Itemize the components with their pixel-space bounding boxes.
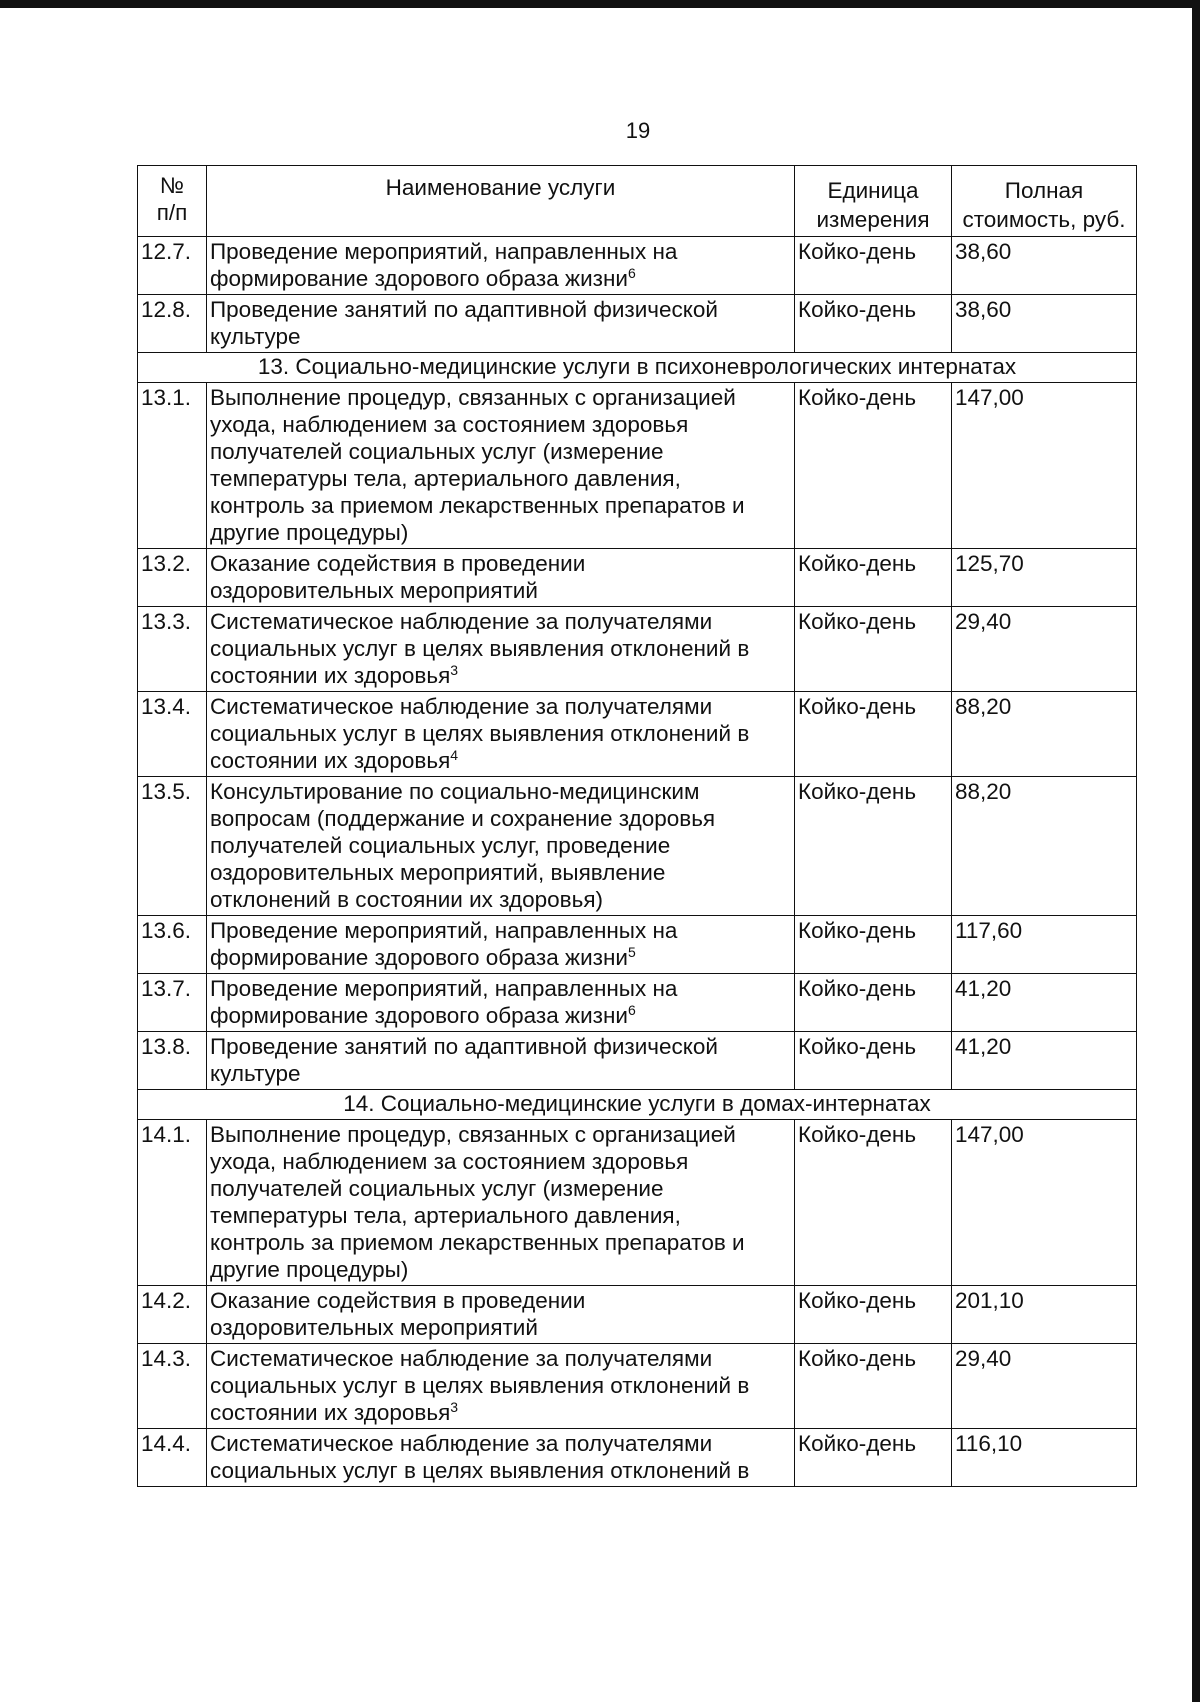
header-number-line-2: п/п [156,200,188,225]
service-name-line [210,1372,791,1399]
full-cost: 29,40 [952,607,1137,692]
unit-of-measure: Койко-день [795,295,952,353]
service-name-text: состоянии их здоровья [210,1400,451,1425]
service-name-line [210,438,791,465]
service-name-text: социальных услуг в целях выявления отклонений в [210,721,750,746]
service-name-line [210,805,791,832]
service-name-line [210,662,791,689]
footnote-marker: 4 [450,747,459,763]
service-name-text: формирование здорового образа жизни [210,1003,628,1028]
row-number: 12.8. [138,295,207,353]
service-name-line [210,693,791,720]
full-cost: 38,60 [952,237,1137,295]
table-row [138,295,1137,353]
service-name [207,607,795,692]
service-name-text: Систематическое наблюдение за получателями [210,1431,713,1456]
service-name-line [210,747,791,774]
table-row [138,777,1137,916]
service-name-line [210,720,791,747]
table-row [138,974,1137,1032]
header-number-line-1: № [159,173,185,198]
row-number: 13.3. [138,607,207,692]
service-name-line [210,296,791,323]
service-name-text: социальных услуг в целях выявления отклонений в [210,1458,750,1483]
row-number: 13.8. [138,1032,207,1090]
unit-of-measure: Койко-день [795,1032,952,1090]
header-cost [952,166,1137,237]
row-number: 13.5. [138,777,207,916]
service-name-text: оздоровительных мероприятий [210,578,538,603]
service-name [207,1032,795,1090]
service-name-line [210,1002,791,1029]
service-name-text: Выполнение процедур, связанных с организацией [210,385,736,410]
row-number: 14.1. [138,1120,207,1286]
service-name [207,383,795,549]
service-name [207,974,795,1032]
unit-of-measure: Койко-день [795,607,952,692]
service-name-line [210,519,791,546]
table-row [138,237,1137,295]
full-cost: 88,20 [952,692,1137,777]
service-name-line [210,944,791,971]
service-name-line [210,1430,791,1457]
full-cost: 116,10 [952,1429,1137,1487]
service-name-text: культуре [210,1061,301,1086]
service-name-text: вопросам (поддержание и сохранение здоровья [210,806,716,831]
service-name [207,777,795,916]
service-name-text: Оказание содействия в проведении [210,1288,586,1313]
table-header-row [138,166,1137,237]
service-name-text: социальных услуг в целях выявления отклонений в [210,1373,750,1398]
full-cost: 147,00 [952,1120,1137,1286]
unit-of-measure: Койко-день [795,777,952,916]
scan-top-border [0,0,1200,8]
header-cost-line-1: Полная [1004,178,1084,203]
service-name [207,692,795,777]
unit-of-measure: Койко-день [795,974,952,1032]
row-number: 14.4. [138,1429,207,1487]
service-name [207,1120,795,1286]
full-cost: 125,70 [952,549,1137,607]
service-name-line [210,635,791,662]
service-name-text: Проведение занятий по адаптивной физической [210,297,718,322]
service-name-text: получателей социальных услуг (измерение [210,439,664,464]
service-name-line [210,608,791,635]
service-name-line [210,1345,791,1372]
unit-of-measure: Койко-день [795,549,952,607]
service-name-line [210,859,791,886]
full-cost: 38,60 [952,295,1137,353]
unit-of-measure: Койко-день [795,1120,952,1286]
row-number: 14.2. [138,1286,207,1344]
table-row [138,916,1137,974]
unit-of-measure: Койко-день [795,237,952,295]
service-name-line [210,323,791,350]
service-name-text: Систематическое наблюдение за получателями [210,1346,713,1371]
service-name-text: Проведение мероприятий, направленных на [210,239,678,264]
section-title: 13. Социально-медицинские услуги в психоневрологических интернатах [138,353,1137,383]
row-number: 13.7. [138,974,207,1032]
footnote-marker: 3 [450,662,459,678]
service-name-line [210,1256,791,1283]
header-unit-line-1: Единица [827,178,919,203]
footnote-marker: 6 [627,1002,636,1018]
full-cost: 41,20 [952,1032,1137,1090]
header-cost-line-2: стоимость, руб. [962,207,1126,232]
service-name [207,1286,795,1344]
services-price-table [137,165,1137,1487]
section-header-row [138,353,1137,383]
row-number: 13.4. [138,692,207,777]
full-cost: 29,40 [952,1344,1137,1429]
header-unit-line-2: измерения [816,207,930,232]
service-name-line [210,1121,791,1148]
service-name-text: получателей социальных услуг, проведение [210,833,671,858]
unit-of-measure: Койко-день [795,692,952,777]
unit-of-measure: Койко-день [795,916,952,974]
service-name-text: Проведение мероприятий, направленных на [210,976,678,1001]
service-name-text: получателей социальных услуг (измерение [210,1176,664,1201]
service-name-line [210,1175,791,1202]
service-name-text: культуре [210,324,301,349]
header-number [138,166,207,237]
service-name [207,916,795,974]
row-number: 12.7. [138,237,207,295]
unit-of-measure: Койко-день [795,1286,952,1344]
full-cost: 147,00 [952,383,1137,549]
service-name [207,1429,795,1487]
service-name-text: Консультирование по социально-медицинским [210,779,700,804]
service-name-line [210,550,791,577]
table-row [138,1120,1137,1286]
service-name-text: оздоровительных мероприятий, выявление [210,860,666,885]
service-name-line [210,384,791,411]
service-name-text: Оказание содействия в проведении [210,551,586,576]
service-name-text: другие процедуры) [210,1257,409,1282]
service-name-line [210,411,791,438]
footnote-marker: 6 [627,265,636,281]
header-unit [795,166,952,237]
scan-right-border [1192,0,1200,1702]
service-name-line [210,832,791,859]
section-header-row [138,1090,1137,1120]
service-name-line [210,886,791,913]
table-row [138,1429,1137,1487]
service-name [207,1344,795,1429]
service-name [207,295,795,353]
service-name-text: Систематическое наблюдение за получателями [210,694,713,719]
table-body [138,237,1137,1487]
service-name-text: социальных услуг в целях выявления отклонений в [210,636,750,661]
row-number: 13.2. [138,549,207,607]
section-title: 14. Социально-медицинские услуги в домах-интернатах [138,1090,1137,1120]
service-name [207,237,795,295]
service-name-text: Выполнение процедур, связанных с организацией [210,1122,736,1147]
service-name-text: состоянии их здоровья [210,748,451,773]
service-name-text: ухода, наблюдением за состоянием здоровья [210,1149,689,1174]
table-row [138,607,1137,692]
service-name-text: Проведение занятий по адаптивной физической [210,1034,718,1059]
service-name-text: оздоровительных мероприятий [210,1315,538,1340]
service-name-text: контроль за приемом лекарственных препаратов и [210,1230,745,1255]
service-name-text: Систематическое наблюдение за получателями [210,609,713,634]
service-name-line [210,1314,791,1341]
service-name-text: температуры тела, артериального давления, [210,1203,681,1228]
footnote-marker: 5 [627,944,636,960]
service-name-text: формирование здорового образа жизни [210,266,628,291]
footnote-marker: 3 [450,1399,459,1415]
table-row [138,383,1137,549]
row-number: 13.6. [138,916,207,974]
full-cost: 88,20 [952,777,1137,916]
service-name-text: другие процедуры) [210,520,409,545]
unit-of-measure: Койко-день [795,1429,952,1487]
service-name-line [210,1148,791,1175]
service-name-line [210,238,791,265]
table-row [138,1032,1137,1090]
service-name-text: контроль за приемом лекарственных препаратов и [210,493,745,518]
unit-of-measure: Койко-день [795,383,952,549]
service-name-line [210,1287,791,1314]
table-row [138,1344,1137,1429]
service-name-line [210,975,791,1002]
service-name-text: состоянии их здоровья [210,663,451,688]
service-name-text: Проведение мероприятий, направленных на [210,918,678,943]
full-cost: 117,60 [952,916,1137,974]
row-number: 14.3. [138,1344,207,1429]
service-name-line [210,265,791,292]
service-name-text: формирование здорового образа жизни [210,945,628,970]
header-service-name: Наименование услуги [207,166,795,237]
full-cost: 201,10 [952,1286,1137,1344]
service-name-text: отклонений в состоянии их здоровья) [210,887,604,912]
service-name-line [210,1457,791,1484]
service-name-line [210,778,791,805]
table-row [138,549,1137,607]
unit-of-measure: Койко-день [795,1344,952,1429]
service-name-line [210,492,791,519]
service-name-line [210,465,791,492]
service-name [207,549,795,607]
full-cost: 41,20 [952,974,1137,1032]
service-name-line [210,1033,791,1060]
service-name-line [210,1229,791,1256]
service-name-line [210,1060,791,1087]
page-number: 19 [625,118,651,143]
row-number: 13.1. [138,383,207,549]
service-name-text: температуры тела, артериального давления, [210,466,681,491]
table-row [138,1286,1137,1344]
service-name-line [210,917,791,944]
service-name-line [210,577,791,604]
table-row [138,692,1137,777]
service-name-text: ухода, наблюдением за состоянием здоровья [210,412,689,437]
service-name-line [210,1202,791,1229]
service-name-line [210,1399,791,1426]
